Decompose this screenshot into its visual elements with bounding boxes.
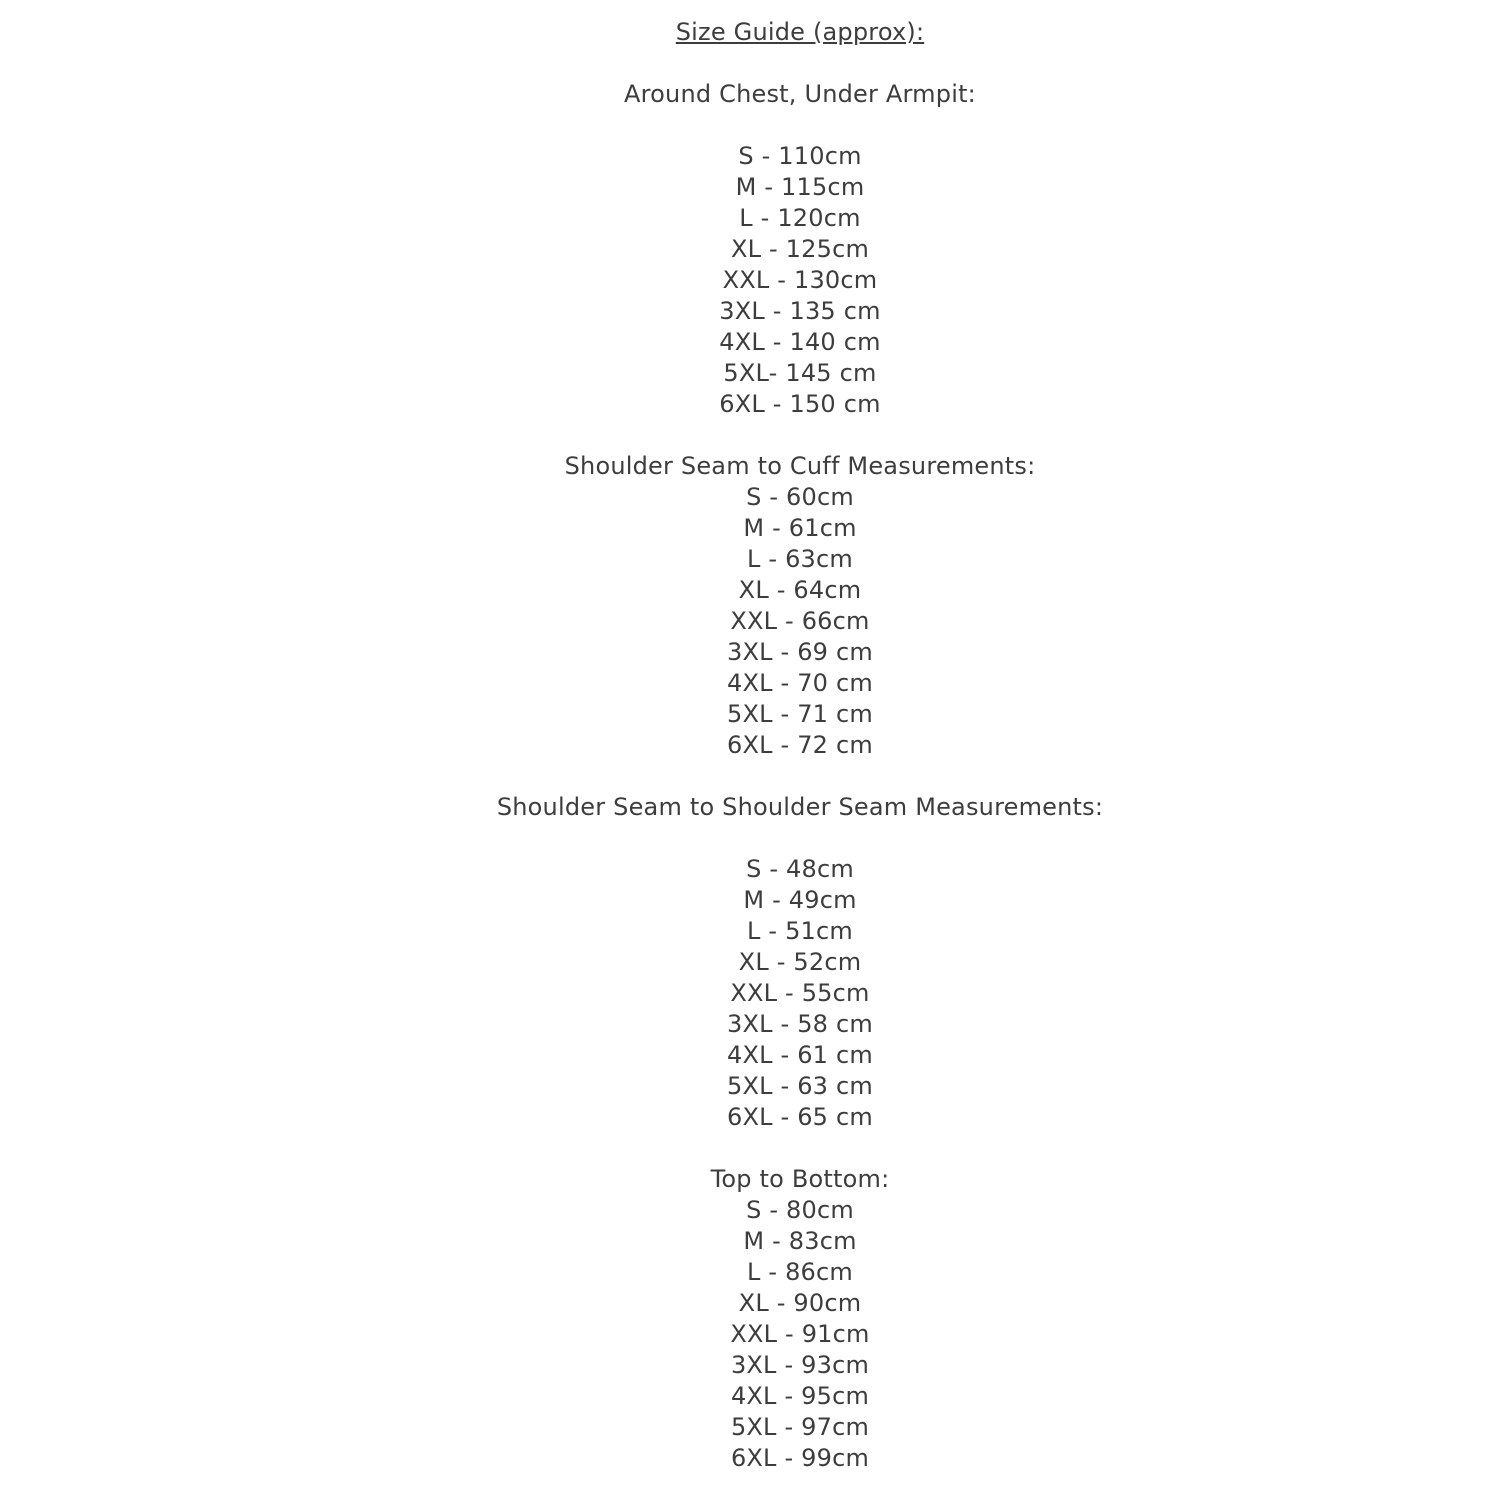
size-line: XXL - 55cm <box>730 979 870 1007</box>
size-line: M - 115cm <box>735 173 865 201</box>
size-line: L - 51cm <box>746 917 853 945</box>
size-line: 3XL - 58 cm <box>727 1010 873 1038</box>
size-line: XXL - 91cm <box>730 1320 870 1348</box>
size-line: S - 110cm <box>738 142 862 170</box>
size-line: 3XL - 69 cm <box>727 638 873 666</box>
size-line: 3XL - 135 cm <box>719 297 881 325</box>
size-line: 4XL - 140 cm <box>719 328 881 356</box>
blank-line <box>100 1133 1500 1164</box>
size-line: M - 49cm <box>743 886 857 914</box>
section-heading: Shoulder Seam to Cuff Measurements: <box>564 452 1036 480</box>
size-line: M - 83cm <box>743 1227 857 1255</box>
size-line: XL - 90cm <box>738 1289 862 1317</box>
size-line: 6XL - 65 cm <box>727 1103 873 1131</box>
size-line: S - 48cm <box>746 855 854 883</box>
size-line: 3XL - 93cm <box>730 1351 870 1379</box>
size-line: XXL - 66cm <box>730 607 870 635</box>
blank-line <box>100 761 1500 792</box>
size-guide-document <box>100 0 1500 1474</box>
size-line: 5XL - 71 cm <box>727 700 873 728</box>
size-line: XL - 64cm <box>738 576 862 604</box>
blank-line <box>100 823 1500 854</box>
size-line: 5XL - 63 cm <box>727 1072 873 1100</box>
size-line: 6XL - 72 cm <box>727 731 873 759</box>
section-top-to-bottom <box>100 1164 1500 1474</box>
size-line: 4XL - 61 cm <box>727 1041 873 1069</box>
size-line: XL - 125cm <box>730 235 870 263</box>
page-title: Size Guide (approx): <box>675 18 925 46</box>
size-line: S - 60cm <box>746 483 854 511</box>
section-shoulder-to-shoulder <box>100 792 1500 1133</box>
size-line: L - 63cm <box>746 545 853 573</box>
blank-line <box>100 110 1500 141</box>
size-line: 4XL - 95cm <box>730 1382 870 1410</box>
size-line: 6XL - 150 cm <box>719 390 881 418</box>
size-line: 5XL- 145 cm <box>723 359 877 387</box>
section-shoulder-to-cuff <box>100 451 1500 761</box>
size-line: XXL - 130cm <box>722 266 878 294</box>
size-line: XL - 52cm <box>738 948 862 976</box>
size-line: L - 86cm <box>746 1258 853 1286</box>
size-line: L - 120cm <box>739 204 861 232</box>
size-line: 4XL - 70 cm <box>727 669 873 697</box>
blank-line <box>100 48 1500 79</box>
blank-line <box>100 420 1500 451</box>
section-heading: Top to Bottom: <box>710 1165 890 1193</box>
section-around-chest <box>100 79 1500 420</box>
size-line: 6XL - 99cm <box>730 1444 870 1472</box>
size-line: 5XL - 97cm <box>730 1413 870 1441</box>
size-line: S - 80cm <box>746 1196 854 1224</box>
section-heading: Shoulder Seam to Shoulder Seam Measurements: <box>496 793 1104 821</box>
section-heading: Around Chest, Under Armpit: <box>624 80 976 108</box>
size-line: M - 61cm <box>743 514 857 542</box>
